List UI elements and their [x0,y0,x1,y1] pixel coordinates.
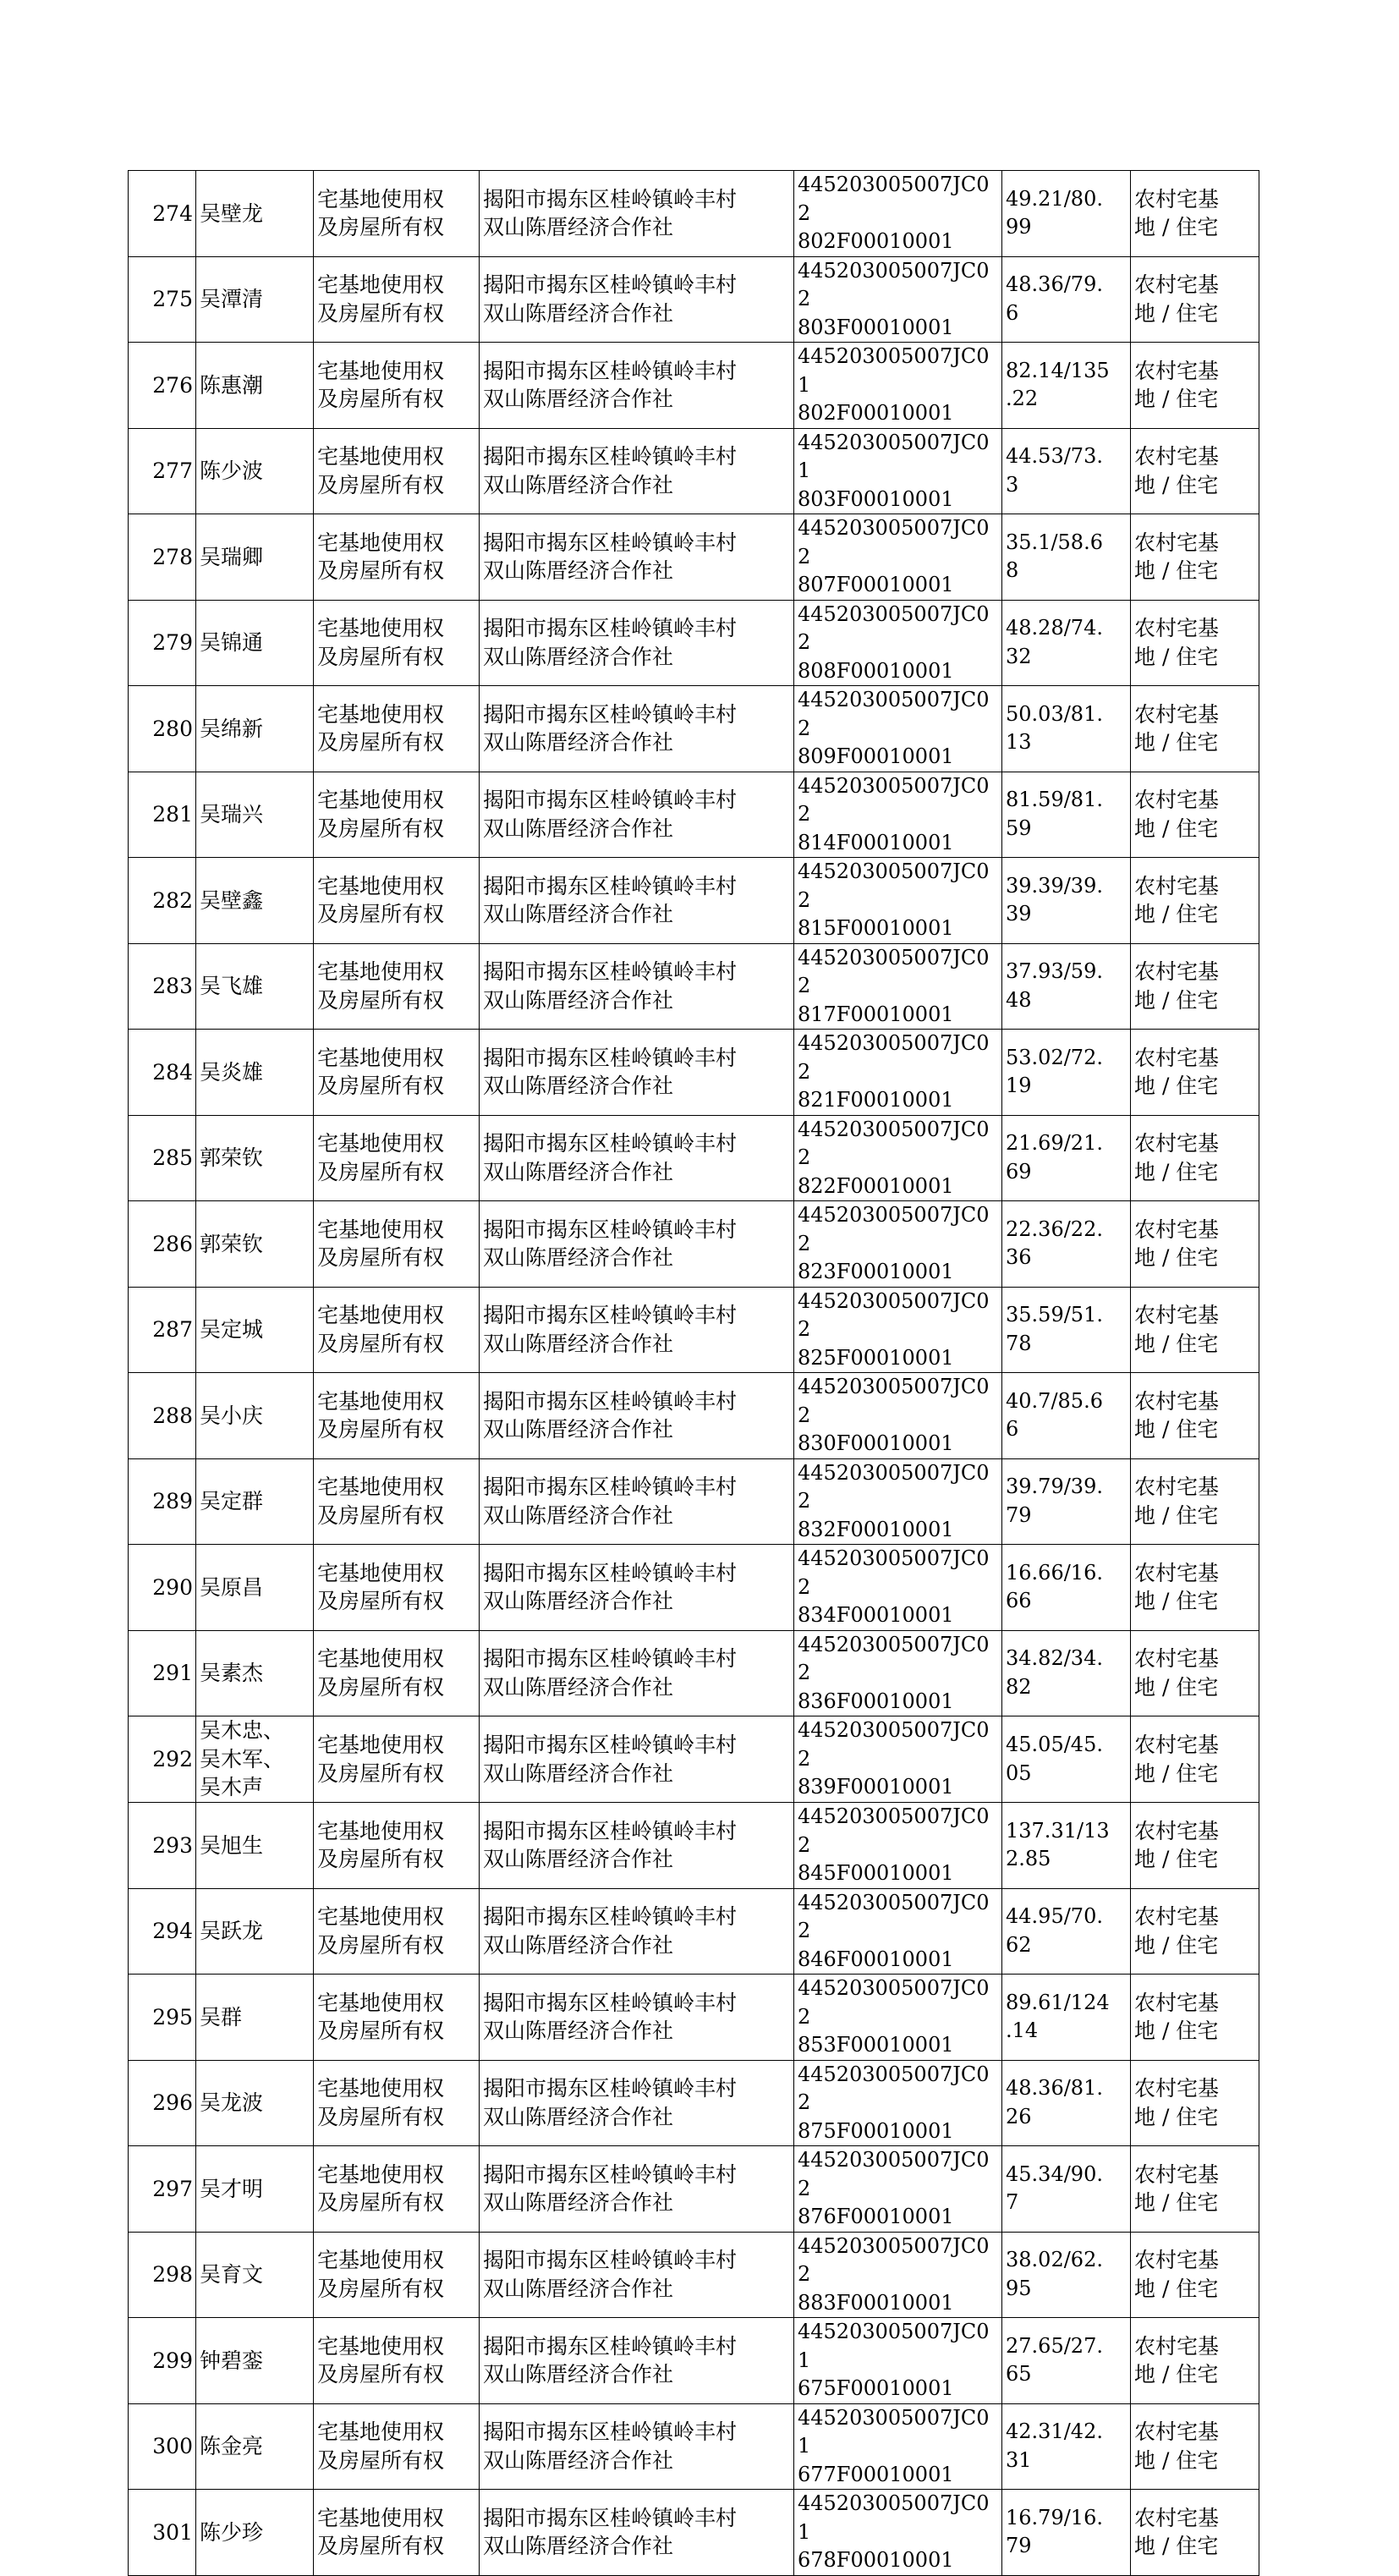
row-number: 301 [129,2490,196,2576]
parcel-code: 445203005007JC02 807F00010001 [794,514,1002,601]
location: 揭阳市揭东区桂岭镇岭丰村 双山陈厝经济合作社 [480,1201,794,1288]
location: 揭阳市揭东区桂岭镇岭丰村 双山陈厝经济合作社 [480,428,794,514]
table-row [129,256,1259,343]
location: 揭阳市揭东区桂岭镇岭丰村 双山陈厝经济合作社 [480,2060,794,2146]
land-usage: 农村宅基 地 / 住宅 [1131,256,1259,343]
area-value: 42.31/42. 31 [1002,2403,1131,2490]
land-usage: 农村宅基 地 / 住宅 [1131,1716,1259,1803]
location: 揭阳市揭东区桂岭镇岭丰村 双山陈厝经济合作社 [480,1115,794,1201]
right-type: 宅基地使用权 及房屋所有权 [314,428,480,514]
row-number: 280 [129,686,196,772]
area-value: 49.21/80. 99 [1002,171,1131,257]
row-number: 282 [129,858,196,944]
row-number: 276 [129,343,196,429]
owner-name: 吴跃龙 [196,1888,314,1975]
table-row [129,1287,1259,1373]
location: 揭阳市揭东区桂岭镇岭丰村 双山陈厝经济合作社 [480,686,794,772]
table-row [129,514,1259,601]
row-number: 277 [129,428,196,514]
land-usage: 农村宅基 地 / 住宅 [1131,171,1259,257]
area-value: 21.69/21. 69 [1002,1115,1131,1201]
right-type: 宅基地使用权 及房屋所有权 [314,2318,480,2404]
table-row [129,2060,1259,2146]
table-row [129,600,1259,686]
table-row [129,171,1259,257]
right-type: 宅基地使用权 及房屋所有权 [314,2232,480,2318]
parcel-code: 445203005007JC02 832F00010001 [794,1458,1002,1545]
register-table [128,170,1259,2576]
row-number: 284 [129,1030,196,1116]
owner-name: 吴瑞兴 [196,772,314,858]
location: 揭阳市揭东区桂岭镇岭丰村 双山陈厝经济合作社 [480,1373,794,1459]
table-row [129,1716,1259,1803]
right-type: 宅基地使用权 及房屋所有权 [314,343,480,429]
parcel-code: 445203005007JC02 830F00010001 [794,1373,1002,1459]
table-row [129,2232,1259,2318]
register-rows [129,171,1259,2576]
land-usage: 农村宅基 地 / 住宅 [1131,1458,1259,1545]
row-number: 294 [129,1888,196,1975]
land-usage: 农村宅基 地 / 住宅 [1131,772,1259,858]
land-usage: 农村宅基 地 / 住宅 [1131,1888,1259,1975]
right-type: 宅基地使用权 及房屋所有权 [314,686,480,772]
location: 揭阳市揭东区桂岭镇岭丰村 双山陈厝经济合作社 [480,1975,794,2061]
parcel-code: 445203005007JC02 808F00010001 [794,600,1002,686]
table-row [129,1975,1259,2061]
land-usage: 农村宅基 地 / 住宅 [1131,1803,1259,1889]
owner-name: 郭荣钦 [196,1115,314,1201]
land-usage: 农村宅基 地 / 住宅 [1131,1545,1259,1631]
location: 揭阳市揭东区桂岭镇岭丰村 双山陈厝经济合作社 [480,343,794,429]
row-number: 275 [129,256,196,343]
table-row [129,1373,1259,1459]
owner-name: 吴木忠、 吴木军、 吴木声 [196,1716,314,1803]
table-row [129,686,1259,772]
location: 揭阳市揭东区桂岭镇岭丰村 双山陈厝经济合作社 [480,171,794,257]
location: 揭阳市揭东区桂岭镇岭丰村 双山陈厝经济合作社 [480,1630,794,1716]
table-row [129,858,1259,944]
location: 揭阳市揭东区桂岭镇岭丰村 双山陈厝经济合作社 [480,256,794,343]
right-type: 宅基地使用权 及房屋所有权 [314,1630,480,1716]
location: 揭阳市揭东区桂岭镇岭丰村 双山陈厝经济合作社 [480,1287,794,1373]
land-usage: 农村宅基 地 / 住宅 [1131,1030,1259,1116]
parcel-code: 445203005007JC02 836F00010001 [794,1630,1002,1716]
parcel-code: 445203005007JC02 802F00010001 [794,171,1002,257]
table-row [129,1458,1259,1545]
right-type: 宅基地使用权 及房屋所有权 [314,1115,480,1201]
owner-name: 吴飞雄 [196,943,314,1030]
area-value: 38.02/62. 95 [1002,2232,1131,2318]
right-type: 宅基地使用权 及房屋所有权 [314,2403,480,2490]
parcel-code: 445203005007JC02 815F00010001 [794,858,1002,944]
row-number: 292 [129,1716,196,1803]
location: 揭阳市揭东区桂岭镇岭丰村 双山陈厝经济合作社 [480,2146,794,2233]
land-usage: 农村宅基 地 / 住宅 [1131,2232,1259,2318]
owner-name: 郭荣钦 [196,1201,314,1288]
area-value: 34.82/34. 82 [1002,1630,1131,1716]
right-type: 宅基地使用权 及房屋所有权 [314,1030,480,1116]
land-usage: 农村宅基 地 / 住宅 [1131,1630,1259,1716]
land-usage: 农村宅基 地 / 住宅 [1131,600,1259,686]
area-value: 44.53/73. 3 [1002,428,1131,514]
parcel-code: 445203005007JC02 883F00010001 [794,2232,1002,2318]
right-type: 宅基地使用权 及房屋所有权 [314,1975,480,2061]
land-usage: 农村宅基 地 / 住宅 [1131,2490,1259,2576]
table-row [129,2146,1259,2233]
location: 揭阳市揭东区桂岭镇岭丰村 双山陈厝经济合作社 [480,1545,794,1631]
area-value: 40.7/85.6 6 [1002,1373,1131,1459]
table-row [129,1115,1259,1201]
area-value: 48.28/74. 32 [1002,600,1131,686]
parcel-code: 445203005007JC02 845F00010001 [794,1803,1002,1889]
table-row [129,2490,1259,2576]
area-value: 16.79/16. 79 [1002,2490,1131,2576]
parcel-code: 445203005007JC02 821F00010001 [794,1030,1002,1116]
right-type: 宅基地使用权 及房屋所有权 [314,1458,480,1545]
table-row [129,772,1259,858]
row-number: 290 [129,1545,196,1631]
owner-name: 吴炎雄 [196,1030,314,1116]
land-usage: 农村宅基 地 / 住宅 [1131,1975,1259,2061]
parcel-code: 445203005007JC01 678F00010001 [794,2490,1002,2576]
area-value: 22.36/22. 36 [1002,1201,1131,1288]
right-type: 宅基地使用权 及房屋所有权 [314,1803,480,1889]
right-type: 宅基地使用权 及房屋所有权 [314,1888,480,1975]
area-value: 35.1/58.6 8 [1002,514,1131,601]
table-row [129,2403,1259,2490]
area-value: 39.39/39. 39 [1002,858,1131,944]
owner-name: 吴绵新 [196,686,314,772]
location: 揭阳市揭东区桂岭镇岭丰村 双山陈厝经济合作社 [480,2318,794,2404]
land-usage: 农村宅基 地 / 住宅 [1131,686,1259,772]
area-value: 35.59/51. 78 [1002,1287,1131,1373]
table-row [129,1803,1259,1889]
land-usage: 农村宅基 地 / 住宅 [1131,1115,1259,1201]
right-type: 宅基地使用权 及房屋所有权 [314,943,480,1030]
right-type: 宅基地使用权 及房屋所有权 [314,1716,480,1803]
row-number: 279 [129,600,196,686]
table-row [129,2318,1259,2404]
land-usage: 农村宅基 地 / 住宅 [1131,428,1259,514]
parcel-code: 445203005007JC02 814F00010001 [794,772,1002,858]
owner-name: 吴锦通 [196,600,314,686]
location: 揭阳市揭东区桂岭镇岭丰村 双山陈厝经济合作社 [480,772,794,858]
location: 揭阳市揭东区桂岭镇岭丰村 双山陈厝经济合作社 [480,1803,794,1889]
owner-name: 吴小庆 [196,1373,314,1459]
owner-name: 吴育文 [196,2232,314,2318]
area-value: 45.05/45. 05 [1002,1716,1131,1803]
area-value: 81.59/81. 59 [1002,772,1131,858]
location: 揭阳市揭东区桂岭镇岭丰村 双山陈厝经济合作社 [480,943,794,1030]
land-usage: 农村宅基 地 / 住宅 [1131,858,1259,944]
right-type: 宅基地使用权 及房屋所有权 [314,1373,480,1459]
land-usage: 农村宅基 地 / 住宅 [1131,514,1259,601]
row-number: 299 [129,2318,196,2404]
row-number: 287 [129,1287,196,1373]
right-type: 宅基地使用权 及房屋所有权 [314,514,480,601]
area-value: 82.14/135 .22 [1002,343,1131,429]
row-number: 289 [129,1458,196,1545]
parcel-code: 445203005007JC02 823F00010001 [794,1201,1002,1288]
parcel-code: 445203005007JC02 803F00010001 [794,256,1002,343]
owner-name: 陈金亮 [196,2403,314,2490]
parcel-code: 445203005007JC01 802F00010001 [794,343,1002,429]
area-value: 45.34/90. 7 [1002,2146,1131,2233]
right-type: 宅基地使用权 及房屋所有权 [314,2490,480,2576]
land-usage: 农村宅基 地 / 住宅 [1131,1373,1259,1459]
parcel-code: 445203005007JC02 875F00010001 [794,2060,1002,2146]
owner-name: 吴才明 [196,2146,314,2233]
table-row [129,943,1259,1030]
area-value: 137.31/13 2.85 [1002,1803,1131,1889]
row-number: 283 [129,943,196,1030]
area-value: 50.03/81. 13 [1002,686,1131,772]
parcel-code: 445203005007JC02 809F00010001 [794,686,1002,772]
row-number: 286 [129,1201,196,1288]
location: 揭阳市揭东区桂岭镇岭丰村 双山陈厝经济合作社 [480,600,794,686]
row-number: 291 [129,1630,196,1716]
parcel-code: 445203005007JC01 677F00010001 [794,2403,1002,2490]
owner-name: 吴定城 [196,1287,314,1373]
parcel-code: 445203005007JC02 846F00010001 [794,1888,1002,1975]
row-number: 298 [129,2232,196,2318]
land-usage: 农村宅基 地 / 住宅 [1131,943,1259,1030]
area-value: 27.65/27. 65 [1002,2318,1131,2404]
owner-name: 吴瑞卿 [196,514,314,601]
land-usage: 农村宅基 地 / 住宅 [1131,2318,1259,2404]
row-number: 285 [129,1115,196,1201]
row-number: 297 [129,2146,196,2233]
row-number: 278 [129,514,196,601]
parcel-code: 445203005007JC01 803F00010001 [794,428,1002,514]
location: 揭阳市揭东区桂岭镇岭丰村 双山陈厝经济合作社 [480,2403,794,2490]
owner-name: 吴原昌 [196,1545,314,1631]
owner-name: 吴壁龙 [196,171,314,257]
parcel-code: 445203005007JC02 822F00010001 [794,1115,1002,1201]
area-value: 48.36/79. 6 [1002,256,1131,343]
right-type: 宅基地使用权 及房屋所有权 [314,256,480,343]
right-type: 宅基地使用权 及房屋所有权 [314,600,480,686]
row-number: 281 [129,772,196,858]
right-type: 宅基地使用权 及房屋所有权 [314,1287,480,1373]
area-value: 39.79/39. 79 [1002,1458,1131,1545]
row-number: 295 [129,1975,196,2061]
table-row [129,1201,1259,1288]
owner-name: 吴潭清 [196,256,314,343]
location: 揭阳市揭东区桂岭镇岭丰村 双山陈厝经济合作社 [480,1716,794,1803]
owner-name: 陈少珍 [196,2490,314,2576]
table-row [129,1888,1259,1975]
parcel-code: 445203005007JC02 834F00010001 [794,1545,1002,1631]
row-number: 288 [129,1373,196,1459]
table-row [129,428,1259,514]
land-usage: 农村宅基 地 / 住宅 [1131,343,1259,429]
owner-name: 吴群 [196,1975,314,2061]
owner-name: 吴定群 [196,1458,314,1545]
area-value: 89.61/124 .14 [1002,1975,1131,2061]
land-usage: 农村宅基 地 / 住宅 [1131,2403,1259,2490]
row-number: 300 [129,2403,196,2490]
land-usage: 农村宅基 地 / 住宅 [1131,2146,1259,2233]
row-number: 296 [129,2060,196,2146]
location: 揭阳市揭东区桂岭镇岭丰村 双山陈厝经济合作社 [480,1888,794,1975]
right-type: 宅基地使用权 及房屋所有权 [314,2146,480,2233]
owner-name: 吴壁鑫 [196,858,314,944]
owner-name: 陈惠潮 [196,343,314,429]
owner-name: 陈少波 [196,428,314,514]
table-row [129,1030,1259,1116]
area-value: 53.02/72. 19 [1002,1030,1131,1116]
area-value: 48.36/81. 26 [1002,2060,1131,2146]
right-type: 宅基地使用权 及房屋所有权 [314,1201,480,1288]
parcel-code: 445203005007JC02 876F00010001 [794,2146,1002,2233]
right-type: 宅基地使用权 及房屋所有权 [314,2060,480,2146]
right-type: 宅基地使用权 及房屋所有权 [314,1545,480,1631]
location: 揭阳市揭东区桂岭镇岭丰村 双山陈厝经济合作社 [480,2490,794,2576]
row-number: 293 [129,1803,196,1889]
owner-name: 钟碧銮 [196,2318,314,2404]
owner-name: 吴素杰 [196,1630,314,1716]
table-row [129,1630,1259,1716]
location: 揭阳市揭东区桂岭镇岭丰村 双山陈厝经济合作社 [480,2232,794,2318]
owner-name: 吴旭生 [196,1803,314,1889]
area-value: 44.95/70. 62 [1002,1888,1131,1975]
owner-name: 吴龙波 [196,2060,314,2146]
register-sheet [128,170,1259,2576]
land-usage: 农村宅基 地 / 住宅 [1131,1287,1259,1373]
location: 揭阳市揭东区桂岭镇岭丰村 双山陈厝经济合作社 [480,1458,794,1545]
right-type: 宅基地使用权 及房屋所有权 [314,858,480,944]
parcel-code: 445203005007JC02 839F00010001 [794,1716,1002,1803]
parcel-code: 445203005007JC02 825F00010001 [794,1287,1002,1373]
parcel-code: 445203005007JC02 853F00010001 [794,1975,1002,2061]
parcel-code: 445203005007JC02 817F00010001 [794,943,1002,1030]
parcel-code: 445203005007JC01 675F00010001 [794,2318,1002,2404]
area-value: 37.93/59. 48 [1002,943,1131,1030]
land-usage: 农村宅基 地 / 住宅 [1131,1201,1259,1288]
table-row [129,1545,1259,1631]
right-type: 宅基地使用权 及房屋所有权 [314,171,480,257]
table-row [129,343,1259,429]
area-value: 16.66/16. 66 [1002,1545,1131,1631]
row-number: 274 [129,171,196,257]
land-usage: 农村宅基 地 / 住宅 [1131,2060,1259,2146]
location: 揭阳市揭东区桂岭镇岭丰村 双山陈厝经济合作社 [480,514,794,601]
location: 揭阳市揭东区桂岭镇岭丰村 双山陈厝经济合作社 [480,858,794,944]
right-type: 宅基地使用权 及房屋所有权 [314,772,480,858]
location: 揭阳市揭东区桂岭镇岭丰村 双山陈厝经济合作社 [480,1030,794,1116]
